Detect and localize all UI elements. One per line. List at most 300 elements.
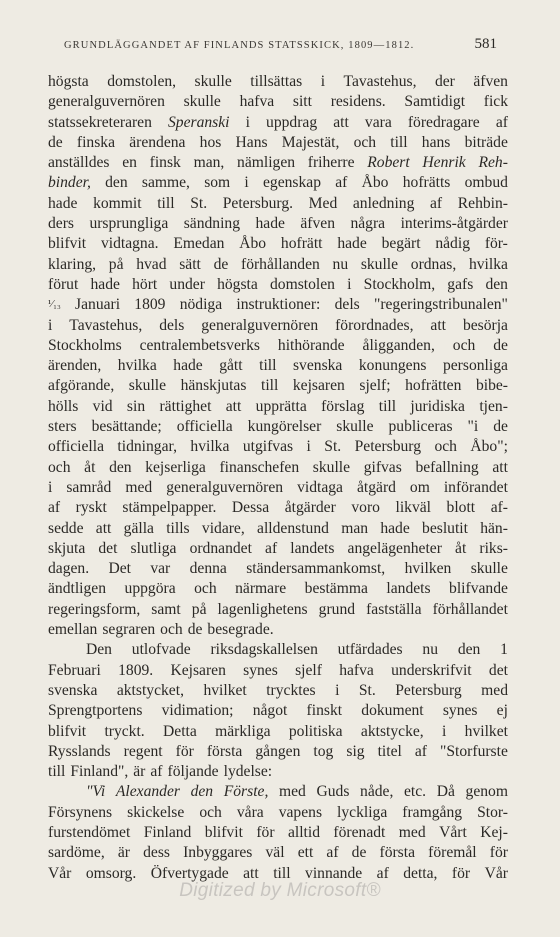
word: regeringsform, bbox=[48, 600, 141, 618]
word: Henrik bbox=[422, 154, 466, 172]
word: Dessa bbox=[231, 499, 270, 517]
word: svenska bbox=[48, 681, 98, 699]
text-line bbox=[48, 620, 508, 640]
text-line bbox=[48, 417, 508, 437]
word: hade bbox=[90, 275, 120, 293]
word: skulle bbox=[128, 377, 167, 395]
word: lagenlighetens bbox=[217, 600, 308, 618]
word: fastställa bbox=[366, 600, 422, 618]
text-line bbox=[48, 92, 508, 112]
word: beslutit bbox=[422, 519, 468, 537]
word: hofrätten bbox=[405, 377, 462, 395]
word: 1809. bbox=[118, 661, 154, 679]
word: Då bbox=[436, 783, 455, 801]
word: sig bbox=[346, 742, 365, 760]
word: publiceras bbox=[388, 418, 453, 436]
text-line bbox=[48, 72, 508, 92]
word: 1809 bbox=[134, 296, 166, 314]
word: vidimation; bbox=[161, 702, 234, 720]
word: för bbox=[256, 823, 275, 841]
text-line bbox=[48, 458, 508, 478]
word: till bbox=[378, 397, 397, 415]
word: om bbox=[409, 478, 430, 496]
word: residens. bbox=[330, 93, 386, 111]
word: Sprengtportens bbox=[48, 702, 143, 720]
word: sändning bbox=[183, 215, 241, 233]
word: detta, bbox=[403, 864, 438, 882]
word: synes bbox=[243, 661, 278, 679]
word: tidningar, bbox=[117, 438, 177, 456]
word: anledning bbox=[352, 194, 415, 212]
word: Tavastehus, bbox=[343, 73, 417, 90]
word: ärenden, bbox=[48, 357, 102, 375]
text-line bbox=[48, 559, 508, 579]
word: för- bbox=[484, 235, 508, 253]
word: afgörande, bbox=[48, 377, 115, 395]
word: blott bbox=[446, 499, 476, 517]
word: Vårt bbox=[439, 823, 467, 841]
word: hvilken bbox=[404, 560, 452, 578]
text-line bbox=[48, 722, 508, 742]
word: till bbox=[48, 763, 66, 781]
word: med bbox=[398, 823, 426, 841]
word: St. bbox=[190, 194, 208, 212]
word: förhållandet bbox=[432, 600, 508, 618]
word: angelägenheter bbox=[347, 539, 442, 557]
word: högsta bbox=[217, 275, 258, 293]
word: begärt bbox=[381, 235, 421, 253]
word: ärendena bbox=[129, 133, 186, 151]
word: det bbox=[488, 661, 508, 679]
word: våra bbox=[236, 803, 264, 821]
word: högsta bbox=[48, 73, 89, 90]
word: under bbox=[169, 275, 205, 293]
word: slutliga bbox=[130, 539, 177, 557]
text-line bbox=[48, 153, 508, 173]
text-line bbox=[48, 640, 508, 660]
word: hade bbox=[380, 519, 410, 537]
word: Februari bbox=[48, 661, 101, 679]
word: Petersburg bbox=[354, 438, 422, 456]
text-line bbox=[48, 336, 508, 356]
word: hvilka bbox=[117, 357, 157, 375]
word: likväl bbox=[395, 499, 431, 517]
word: Det bbox=[108, 560, 131, 578]
word: med bbox=[125, 478, 153, 496]
word: riksdagskallelsen bbox=[210, 641, 318, 659]
word: skickelse bbox=[127, 803, 185, 821]
word: ¹⁄₁₃ bbox=[48, 298, 61, 311]
word: åt bbox=[455, 539, 467, 557]
running-head: GRUNDLÄGGANDET AF FINLANDS STATSSKICK, 1809—1812. bbox=[64, 40, 415, 51]
word: skjuta bbox=[48, 539, 86, 557]
text-line bbox=[48, 803, 508, 823]
word: denna bbox=[189, 560, 227, 578]
word: lyckliga bbox=[337, 803, 388, 821]
word: blifvit bbox=[48, 722, 87, 740]
text-line bbox=[48, 762, 508, 782]
word: juridiska bbox=[410, 397, 465, 415]
word: några bbox=[350, 215, 386, 233]
word: de bbox=[493, 336, 508, 354]
word: Robert bbox=[367, 154, 410, 172]
word: der bbox=[434, 73, 455, 90]
word: landets bbox=[386, 580, 431, 598]
text-line bbox=[48, 823, 508, 843]
word: de bbox=[48, 133, 63, 151]
word: ändtligen bbox=[48, 580, 107, 598]
word: Kejsaren bbox=[170, 661, 226, 679]
word: och bbox=[160, 621, 183, 639]
word: ej bbox=[496, 702, 508, 720]
word: en bbox=[122, 154, 137, 172]
word: närmare bbox=[235, 580, 287, 598]
word: det bbox=[98, 539, 118, 557]
word: officiella bbox=[48, 438, 104, 456]
word: Majestät, bbox=[281, 133, 340, 151]
text-line bbox=[48, 133, 508, 153]
word: sätt bbox=[179, 255, 201, 273]
word: vidare, bbox=[201, 519, 245, 537]
word: nu bbox=[422, 641, 439, 659]
word: är bbox=[117, 844, 130, 862]
word: att bbox=[430, 316, 446, 334]
word: upprätta bbox=[255, 397, 307, 415]
word: af- bbox=[490, 499, 508, 517]
word: hän- bbox=[480, 519, 508, 537]
word: Åbo bbox=[239, 235, 267, 253]
word: skulle bbox=[470, 560, 508, 578]
word: för bbox=[175, 742, 194, 760]
word: skulle bbox=[312, 458, 351, 476]
text-line bbox=[48, 437, 508, 457]
word: och bbox=[48, 458, 71, 476]
word: den bbox=[457, 641, 481, 659]
word: Stockholm, bbox=[363, 275, 436, 293]
word: följande bbox=[167, 763, 219, 781]
word: införandet bbox=[443, 478, 508, 496]
word: svenska bbox=[292, 357, 343, 375]
text-line bbox=[48, 397, 508, 417]
word: Vår bbox=[484, 864, 508, 882]
word: synes bbox=[442, 702, 478, 720]
word: de bbox=[351, 844, 367, 862]
word: Petersburg. bbox=[222, 194, 294, 212]
word: hithörande bbox=[277, 336, 345, 354]
word: förordnades, bbox=[335, 316, 414, 334]
text-line bbox=[48, 681, 508, 701]
word: tryckt. bbox=[104, 722, 145, 740]
word: ryskt bbox=[75, 499, 107, 517]
word: samråd bbox=[66, 478, 112, 496]
word: i bbox=[48, 316, 53, 334]
word: grund bbox=[318, 600, 356, 618]
word: underskrifvit bbox=[391, 661, 472, 679]
word: aktstycke, bbox=[360, 722, 424, 740]
word: åt bbox=[84, 458, 96, 476]
word: friherre bbox=[307, 154, 355, 172]
word: och bbox=[199, 803, 222, 821]
word: af bbox=[326, 844, 339, 862]
word: anställdes bbox=[48, 154, 110, 172]
word: ombud bbox=[464, 174, 508, 192]
word: hos bbox=[199, 133, 222, 151]
body-text bbox=[48, 72, 508, 884]
word: sin bbox=[126, 397, 146, 415]
word: kejserliga bbox=[145, 458, 206, 476]
word: ständersammankomst, bbox=[246, 560, 386, 578]
word: gången bbox=[255, 742, 301, 760]
text-line bbox=[48, 579, 508, 599]
word: genom bbox=[465, 783, 508, 801]
word: riks- bbox=[479, 539, 508, 557]
word: Den bbox=[86, 641, 112, 659]
text-line bbox=[48, 600, 508, 620]
word: på bbox=[108, 255, 124, 273]
word: generalguvernören bbox=[201, 316, 319, 334]
word: generalguvernören bbox=[48, 93, 165, 111]
word: alldenstund bbox=[257, 519, 329, 537]
word: i bbox=[347, 275, 352, 293]
word: Med bbox=[308, 194, 338, 212]
text-line bbox=[48, 498, 508, 518]
word: är bbox=[133, 763, 146, 781]
word: hafva bbox=[339, 661, 374, 679]
word: befallning bbox=[415, 458, 479, 476]
word: förenadt bbox=[333, 823, 386, 841]
word: gifvas bbox=[363, 458, 402, 476]
word: hvilka bbox=[190, 438, 230, 456]
word: för bbox=[451, 864, 471, 882]
word: att bbox=[95, 519, 112, 537]
word: nådig bbox=[435, 235, 470, 253]
word: rättighet bbox=[159, 397, 212, 415]
word: fick bbox=[483, 93, 508, 111]
word: Försynens bbox=[48, 803, 113, 821]
word: alltid bbox=[287, 823, 320, 841]
word: på bbox=[191, 600, 207, 618]
word: politiska bbox=[288, 722, 343, 740]
word: hänskjutas bbox=[180, 377, 247, 395]
word: instruktioner: bbox=[236, 296, 321, 314]
word: tog bbox=[313, 742, 334, 760]
word: utfärdades bbox=[337, 641, 403, 659]
word: besegrade. bbox=[207, 621, 274, 639]
word: åtgärd bbox=[356, 478, 396, 496]
word: dokument bbox=[361, 702, 424, 720]
word: vapens bbox=[278, 803, 323, 821]
word: skulle bbox=[360, 255, 399, 273]
word: Stor- bbox=[477, 803, 508, 821]
word: trycktes bbox=[266, 681, 316, 699]
word: Petersburg bbox=[395, 681, 462, 699]
word: etc. bbox=[404, 783, 427, 801]
word: äfven bbox=[300, 215, 336, 233]
word: hofrätt bbox=[280, 235, 323, 253]
word: Åbo"; bbox=[470, 438, 508, 456]
digitization-watermark: Digitized by Microsoft® bbox=[179, 880, 381, 901]
word: var bbox=[150, 560, 171, 578]
word: samme, bbox=[141, 174, 190, 192]
text-line bbox=[48, 194, 508, 214]
word: äfven bbox=[473, 73, 508, 90]
word: Tavastehus, bbox=[69, 316, 143, 334]
word: märkliga bbox=[215, 722, 271, 740]
word: Samtidigt bbox=[404, 93, 466, 111]
word: hvilka bbox=[468, 255, 508, 273]
word: personliga bbox=[442, 357, 508, 375]
word: i bbox=[335, 681, 340, 699]
word: ursprungliga bbox=[89, 215, 169, 233]
word: domstolen bbox=[269, 275, 335, 293]
word: att bbox=[225, 397, 242, 415]
text-line bbox=[48, 843, 508, 863]
word: hade bbox=[173, 357, 203, 375]
word: finanschefen bbox=[219, 458, 300, 476]
word: vid bbox=[92, 397, 113, 415]
word: generalguvernören bbox=[166, 478, 284, 496]
word: besörja bbox=[462, 316, 508, 334]
word: till bbox=[260, 377, 279, 395]
word: något bbox=[252, 702, 288, 720]
text-line bbox=[48, 356, 508, 376]
word: regent bbox=[123, 742, 163, 760]
word: föredragare bbox=[407, 113, 480, 131]
word: gälla bbox=[123, 519, 154, 537]
word: nämligen bbox=[237, 154, 296, 172]
word: första bbox=[206, 742, 243, 760]
text-line bbox=[48, 376, 508, 396]
word: finskt bbox=[306, 702, 343, 720]
word: ett bbox=[297, 844, 314, 862]
word: titel bbox=[377, 742, 402, 760]
word: tillsättas bbox=[250, 73, 303, 90]
word: hvilket bbox=[464, 722, 508, 740]
word: skulle bbox=[183, 93, 221, 111]
word: vara bbox=[364, 113, 392, 131]
word: till bbox=[390, 133, 408, 151]
word: Emedan bbox=[173, 235, 225, 253]
word: furstendömet bbox=[48, 823, 131, 841]
word: åtgärder bbox=[284, 499, 336, 517]
word: statssekreteraren bbox=[48, 113, 152, 131]
page-number: 581 bbox=[474, 36, 497, 52]
word: ders bbox=[48, 215, 74, 233]
word: Rehbin- bbox=[457, 194, 508, 212]
text-line bbox=[48, 295, 508, 315]
word: samt bbox=[151, 600, 181, 618]
word: man, bbox=[193, 154, 225, 172]
word: skulle bbox=[194, 73, 232, 90]
word: St. bbox=[324, 438, 342, 456]
word: nåde, bbox=[360, 783, 394, 801]
word: af bbox=[495, 113, 508, 131]
word: Kej- bbox=[480, 823, 508, 841]
word: sjelf bbox=[295, 661, 322, 679]
text-line bbox=[48, 539, 508, 559]
text-line bbox=[48, 113, 508, 133]
word: uppdrag bbox=[266, 113, 318, 131]
word: 1 bbox=[500, 641, 508, 659]
word: lydelse: bbox=[223, 763, 273, 781]
word: voro bbox=[351, 499, 380, 517]
word: omsorg. bbox=[85, 864, 137, 882]
word: hört bbox=[132, 275, 158, 293]
text-line bbox=[48, 255, 508, 275]
word: och bbox=[194, 580, 217, 598]
word: åligganden, bbox=[362, 336, 435, 354]
word: interims-åtgärder bbox=[400, 215, 508, 233]
word: aktstycket, bbox=[116, 681, 184, 699]
word: blifvit bbox=[48, 235, 87, 253]
word: stämpelpapper. bbox=[122, 499, 217, 517]
word: till bbox=[259, 357, 277, 375]
word: dels bbox=[334, 296, 360, 314]
word: med bbox=[278, 783, 306, 801]
word: kungörelser bbox=[247, 418, 322, 436]
word: centralembetsverks bbox=[139, 336, 260, 354]
text-line bbox=[48, 742, 508, 762]
word: Alexander bbox=[115, 783, 180, 801]
text-line bbox=[48, 519, 508, 539]
word: konungens bbox=[358, 357, 427, 375]
word: "regeringstribunalen" bbox=[373, 296, 508, 314]
word: tjen- bbox=[479, 397, 508, 415]
word: för bbox=[489, 844, 508, 862]
word: till bbox=[273, 864, 291, 882]
word: att bbox=[333, 113, 349, 131]
word: Speranski bbox=[168, 113, 230, 131]
word: bestämma bbox=[304, 580, 368, 598]
word: den bbox=[485, 275, 508, 293]
word: officiella bbox=[176, 418, 233, 436]
word: "i bbox=[467, 418, 479, 436]
word: Guds bbox=[316, 783, 350, 801]
word: den bbox=[105, 174, 128, 192]
word: man bbox=[341, 519, 369, 537]
word: ordnandet bbox=[189, 539, 252, 557]
text-line bbox=[48, 661, 508, 681]
word: af bbox=[430, 194, 443, 212]
word: vidtaga bbox=[297, 478, 343, 496]
word: sardöme, bbox=[48, 844, 105, 862]
word: hade bbox=[48, 194, 78, 212]
word: kommit bbox=[93, 194, 142, 212]
word: nödiga bbox=[179, 296, 223, 314]
word: skulle bbox=[336, 418, 374, 436]
word: de bbox=[187, 621, 203, 639]
word: de bbox=[493, 418, 508, 436]
word: besättande; bbox=[91, 418, 162, 436]
word: egenskap bbox=[263, 174, 322, 192]
word: biträde bbox=[464, 133, 508, 151]
word: hofrätts bbox=[402, 174, 451, 192]
word: med bbox=[481, 681, 508, 699]
word: i bbox=[442, 722, 447, 740]
word: hade bbox=[255, 215, 285, 233]
word: hvad bbox=[136, 255, 167, 273]
word: sitt bbox=[292, 93, 312, 111]
word: Reh- bbox=[478, 154, 508, 172]
text-line bbox=[48, 316, 508, 336]
word: i bbox=[48, 478, 53, 496]
word: dels bbox=[159, 316, 185, 334]
word: och bbox=[434, 438, 457, 456]
word: i bbox=[245, 113, 250, 131]
word: af bbox=[265, 539, 278, 557]
word: landets bbox=[290, 539, 335, 557]
word: sters bbox=[48, 418, 77, 436]
